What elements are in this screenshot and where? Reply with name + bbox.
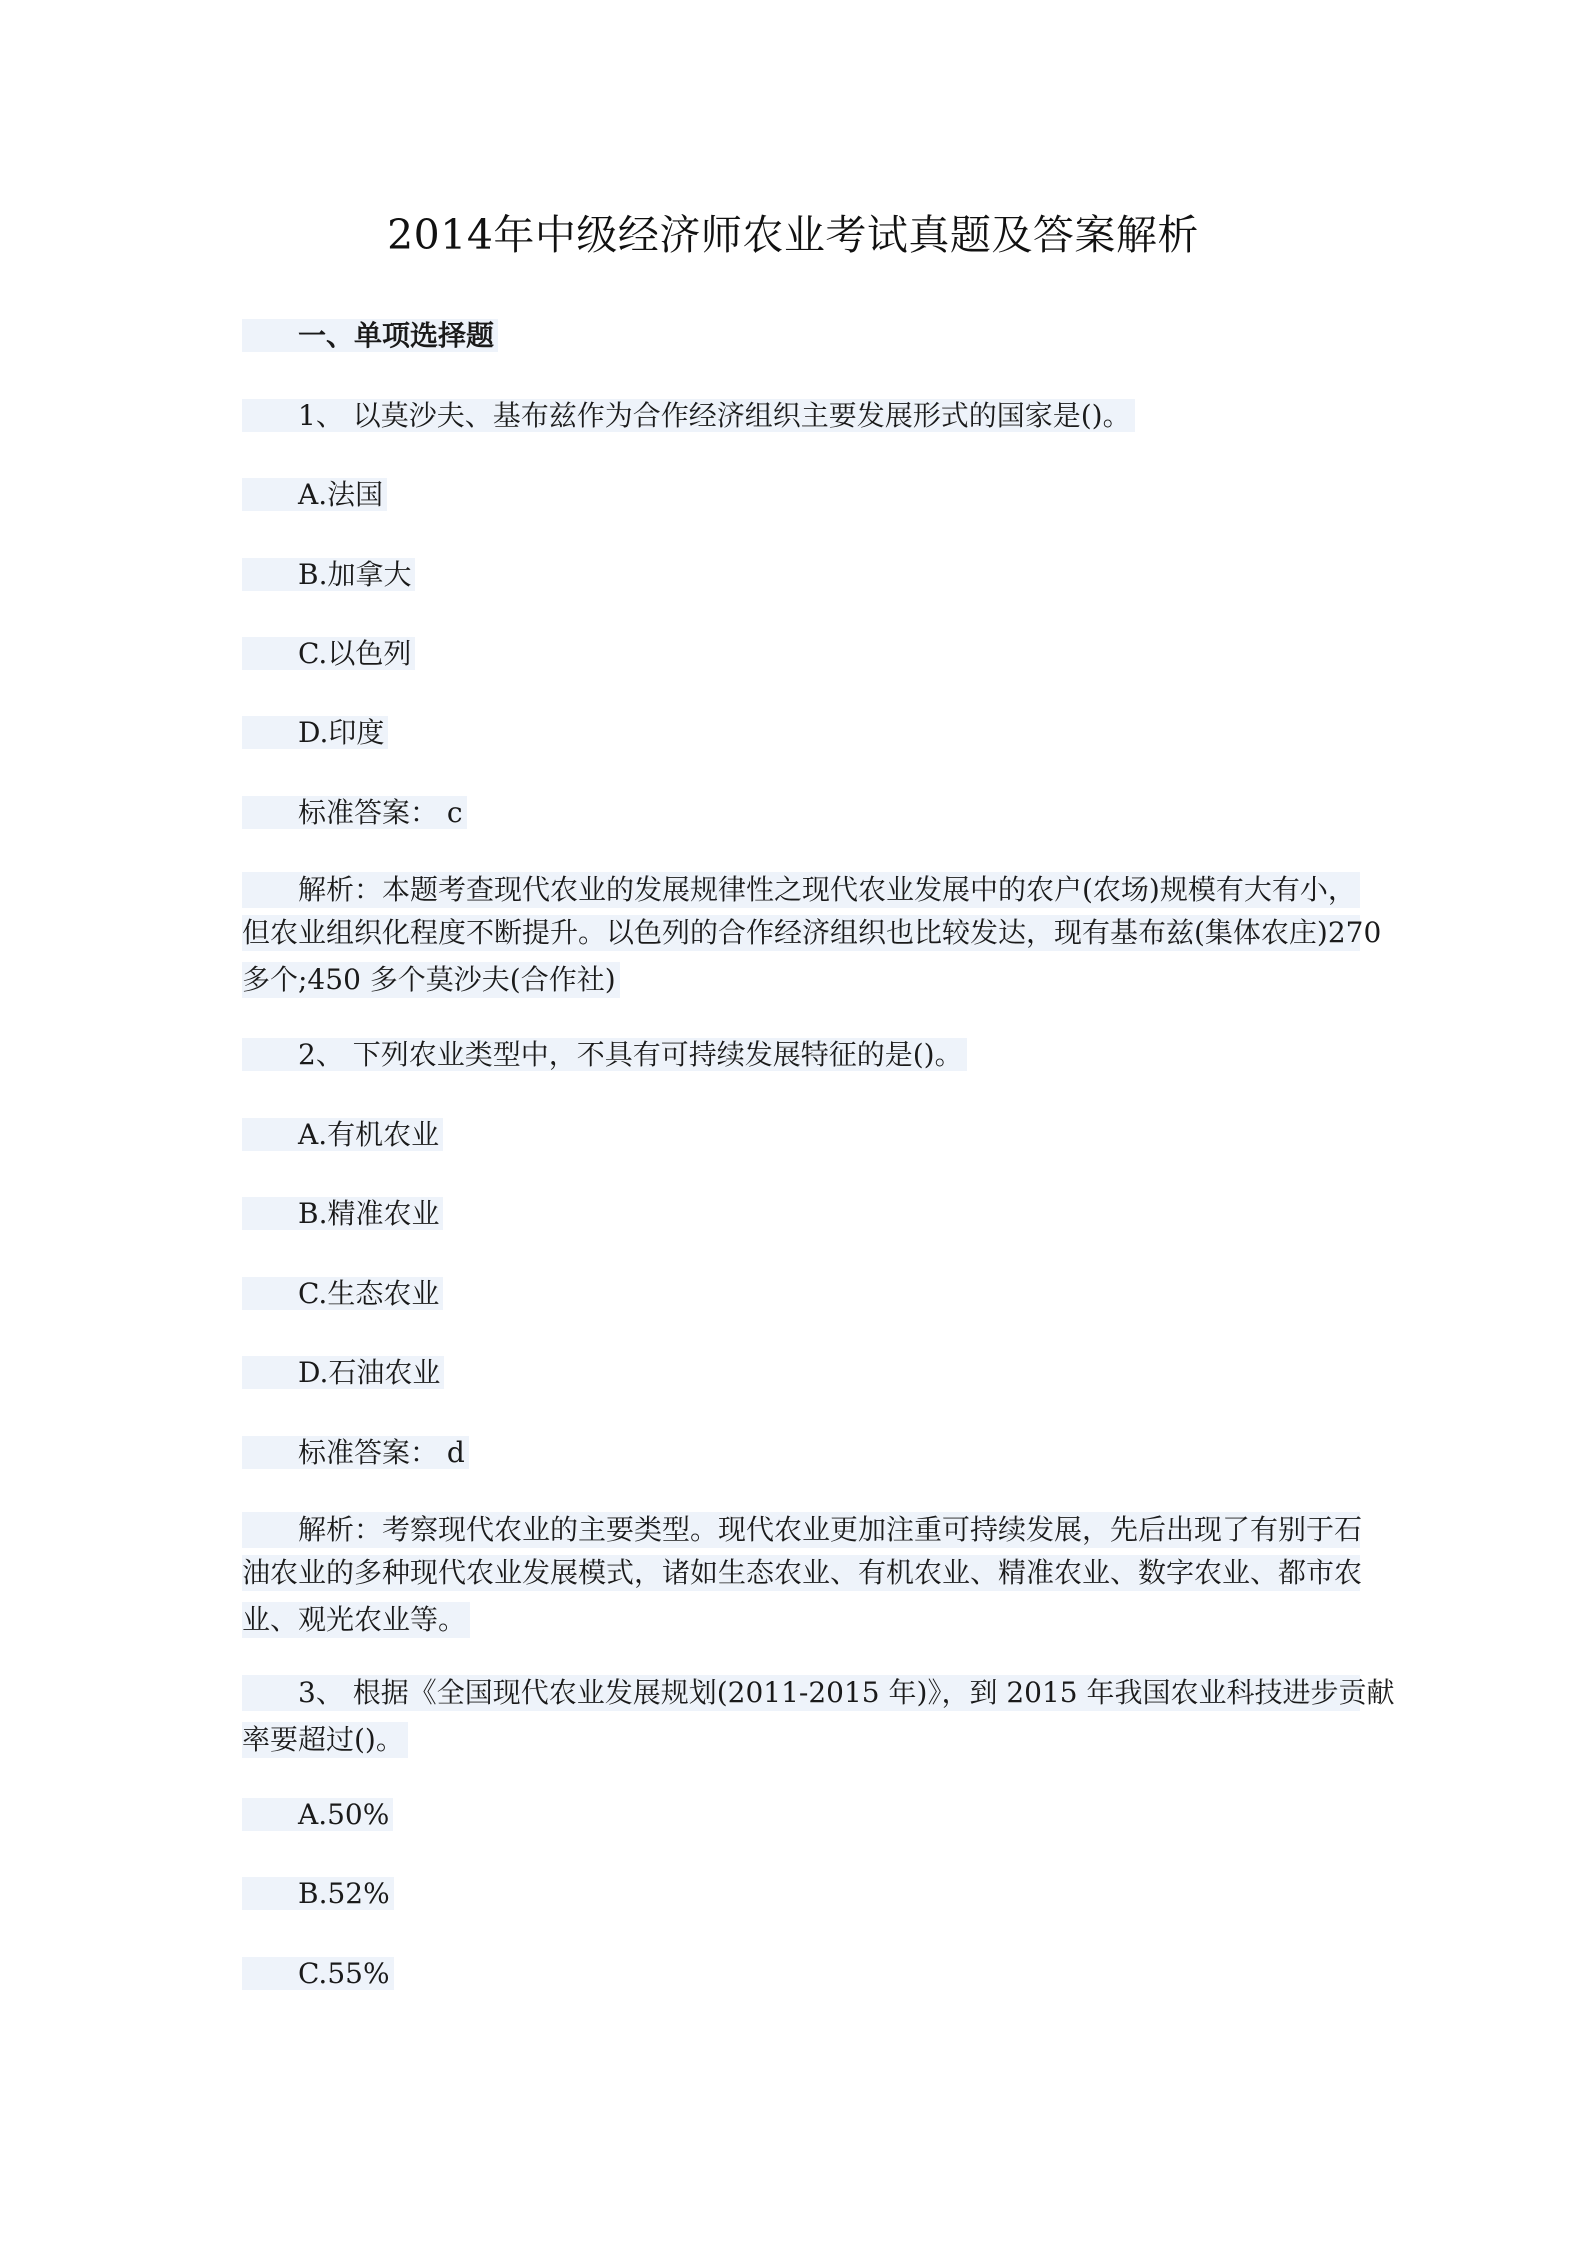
question-1-stem: 1、 以莫沙夫、基布兹作为合作经济组织主要发展形式的国家是()。: [242, 398, 1135, 434]
question-2-option-d: D.石油农业: [242, 1355, 444, 1391]
question-2-option-b: B.精准农业: [242, 1196, 443, 1232]
analysis-line: 解析：考察现代农业的主要类型。现代农业更加注重可持续发展，先后出现了有别于石: [242, 1512, 1360, 1548]
question-1-option-b: B.加拿大: [242, 557, 415, 593]
question-2-analysis: [242, 1512, 1363, 1645]
document-title: 2014年中级经济师农业考试真题及答案解析: [387, 211, 1199, 259]
section-heading-text: 一、单项选择题: [242, 319, 498, 352]
question-1-answer: 标准答案： c: [242, 795, 467, 831]
question-1-option-a: A.法国: [242, 477, 387, 513]
question-3-option-c: C.55%: [242, 1956, 394, 1992]
question-1-option-c: C.以色列: [242, 636, 415, 672]
analysis-line: 但农业组织化程度不断提升。以色列的合作经济组织也比较发达，现有基布兹(集体农庄)270: [242, 916, 1382, 949]
analysis-line: 多个;450 多个莫沙夫(合作社): [242, 962, 620, 998]
question-2-answer: 标准答案： d: [242, 1435, 469, 1471]
stem-line: 3、 根据《全国现代农业发展规划(2011-2015 年)》，到 2015 年我国农业科技进步贡献: [242, 1675, 1360, 1711]
question-3-option-a: A.50%: [242, 1797, 393, 1833]
analysis-line: 油农业的多种现代农业发展模式，诸如生态农业、有机农业、精准农业、数字农业、都市农: [242, 1556, 1363, 1589]
question-1-analysis: [242, 872, 1382, 1005]
section-heading: [242, 318, 498, 354]
question-3-stem: [242, 1675, 1395, 1765]
stem-line: 率要超过()。: [242, 1722, 408, 1758]
analysis-line: 解析：本题考查现代农业的发展规律性之现代农业发展中的农户(农场)规模有大有小，: [242, 872, 1360, 908]
question-1-option-d: D.印度: [242, 715, 388, 751]
question-2-option-a: A.有机农业: [242, 1117, 443, 1153]
question-2-option-c: C.生态农业: [242, 1276, 443, 1312]
question-2-stem: 2、 下列农业类型中，不具有可持续发展特征的是()。: [242, 1037, 967, 1073]
analysis-line: 业、观光农业等。: [242, 1602, 470, 1638]
question-3-option-b: B.52%: [242, 1876, 394, 1912]
